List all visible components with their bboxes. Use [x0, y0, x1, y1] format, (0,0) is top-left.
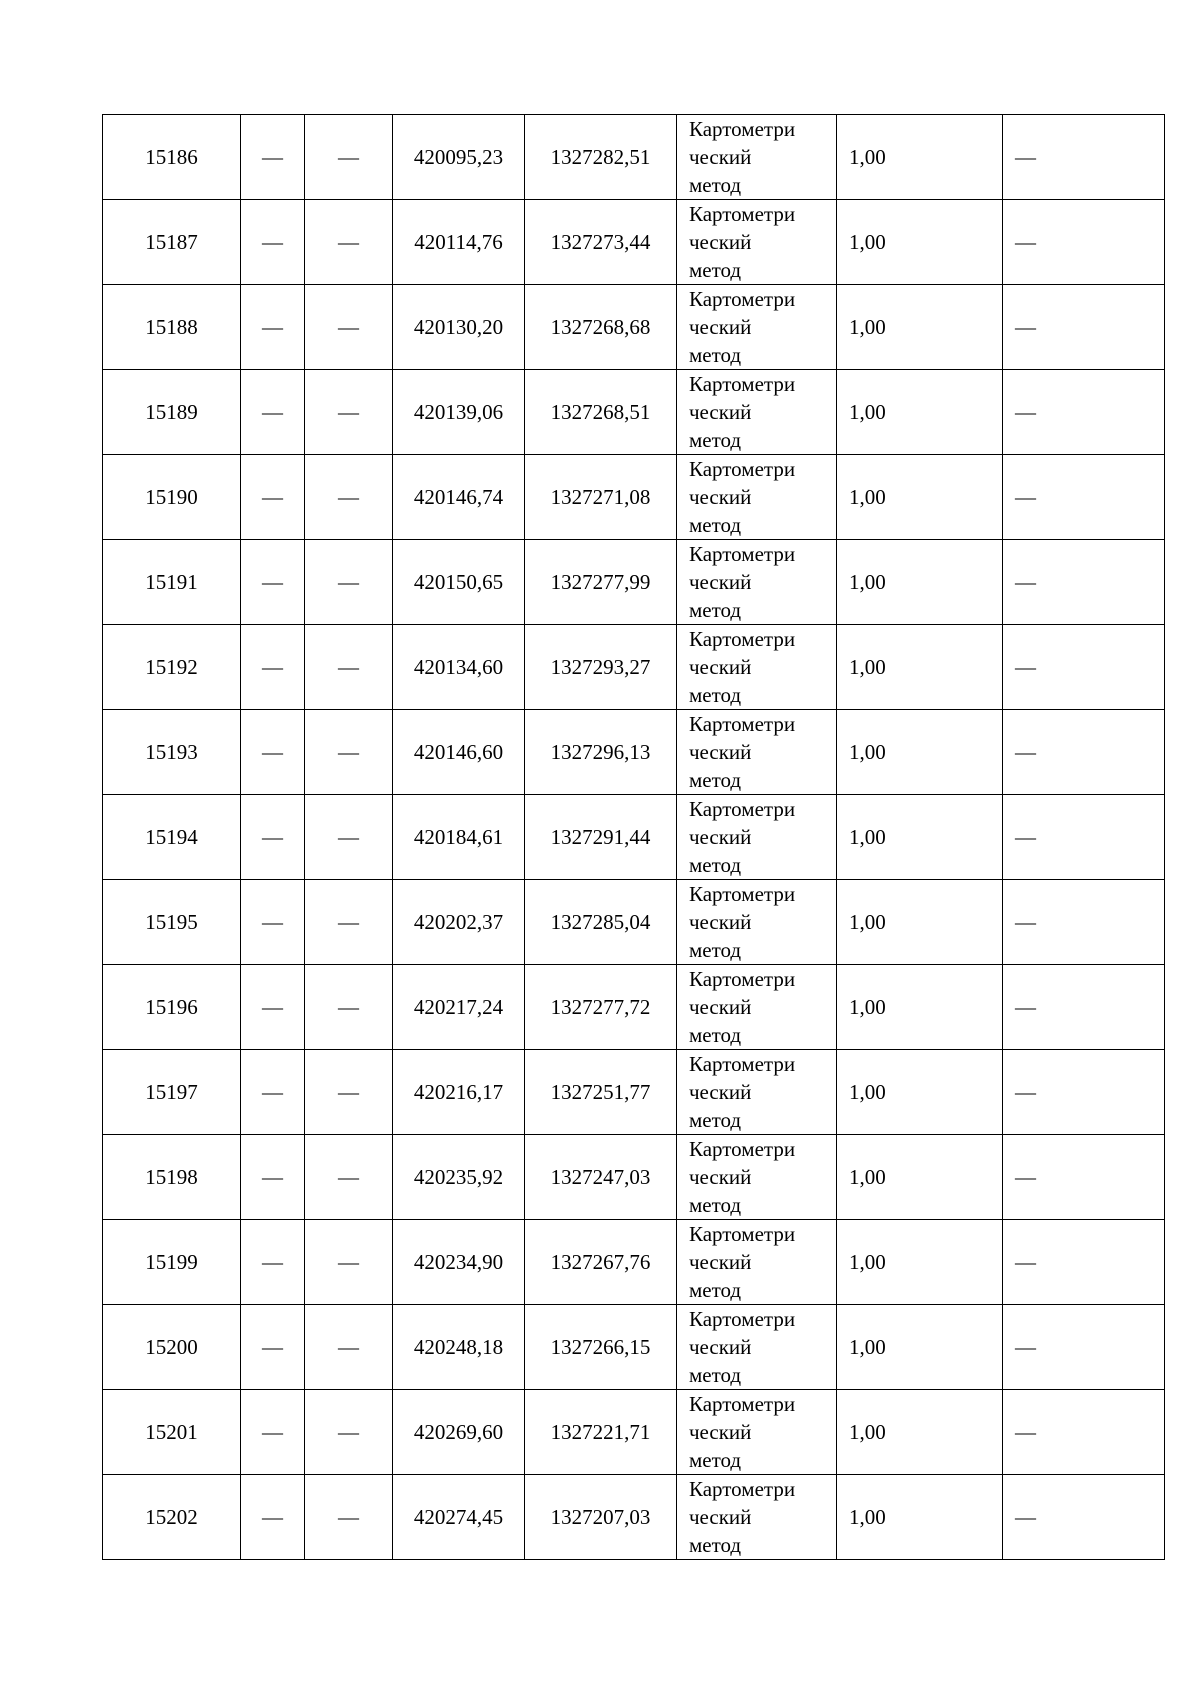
method-cell	[677, 1390, 837, 1475]
empty-dash-cell: —	[305, 1050, 393, 1135]
method-text-line: ческий	[689, 315, 752, 339]
empty-dash-cell: —	[305, 200, 393, 285]
method-text-line: метод	[689, 1193, 742, 1217]
empty-dash-cell: —	[241, 795, 305, 880]
point-number-cell: 15200	[103, 1305, 241, 1390]
empty-dash-cell: —	[1003, 1135, 1165, 1220]
empty-dash-cell: —	[241, 115, 305, 200]
y-coordinate-cell: 1327277,72	[525, 965, 677, 1050]
method-text-line: ческий	[689, 910, 752, 934]
method-text-line: метод	[689, 1448, 742, 1472]
method-text-line: Картометри	[689, 712, 796, 736]
table-row	[103, 1135, 1165, 1220]
empty-dash-cell: —	[241, 455, 305, 540]
y-coordinate-cell: 1327277,99	[525, 540, 677, 625]
method-cell	[677, 965, 837, 1050]
method-text-line: метод	[689, 343, 742, 367]
method-cell	[677, 455, 837, 540]
empty-dash-cell: —	[241, 540, 305, 625]
method-cell	[677, 200, 837, 285]
y-coordinate-cell: 1327282,51	[525, 115, 677, 200]
y-coordinate-cell: 1327271,08	[525, 455, 677, 540]
point-number-cell: 15188	[103, 285, 241, 370]
method-cell	[677, 880, 837, 965]
method-text-line: ческий	[689, 1250, 752, 1274]
y-coordinate-cell: 1327266,15	[525, 1305, 677, 1390]
table-row	[103, 1050, 1165, 1135]
method-cell	[677, 540, 837, 625]
empty-dash-cell: —	[305, 1475, 393, 1560]
method-text-line: метод	[689, 1533, 742, 1557]
point-number-cell: 15199	[103, 1220, 241, 1305]
point-number-cell: 15198	[103, 1135, 241, 1220]
method-text-line: ческий	[689, 1335, 752, 1359]
table-row	[103, 1220, 1165, 1305]
method-text-line: Картометри	[689, 287, 796, 311]
precision-cell: 1,00	[837, 710, 1003, 795]
method-text-line: Картометри	[689, 1137, 796, 1161]
empty-dash-cell: —	[1003, 540, 1165, 625]
precision-cell: 1,00	[837, 1475, 1003, 1560]
method-text-line: ческий	[689, 1165, 752, 1189]
empty-dash-cell: —	[241, 710, 305, 795]
precision-cell: 1,00	[837, 1050, 1003, 1135]
point-number-cell: 15193	[103, 710, 241, 795]
method-cell	[677, 1305, 837, 1390]
table-row	[103, 200, 1165, 285]
empty-dash-cell: —	[241, 285, 305, 370]
method-cell	[677, 1135, 837, 1220]
method-text-line: метод	[689, 1023, 742, 1047]
method-text-line: метод	[689, 853, 742, 877]
table-row	[103, 1390, 1165, 1475]
y-coordinate-cell: 1327221,71	[525, 1390, 677, 1475]
empty-dash-cell: —	[241, 1305, 305, 1390]
coordinates-table	[102, 114, 1165, 1560]
empty-dash-cell: —	[241, 965, 305, 1050]
method-cell	[677, 285, 837, 370]
empty-dash-cell: —	[305, 540, 393, 625]
empty-dash-cell: —	[305, 795, 393, 880]
empty-dash-cell: —	[241, 625, 305, 710]
empty-dash-cell: —	[1003, 625, 1165, 710]
method-text-line: Картометри	[689, 457, 796, 481]
table-row	[103, 965, 1165, 1050]
point-number-cell: 15191	[103, 540, 241, 625]
method-text-line: метод	[689, 428, 742, 452]
method-text-line: Картометри	[689, 202, 796, 226]
method-text-line: метод	[689, 768, 742, 792]
x-coordinate-cell: 420146,74	[393, 455, 525, 540]
table-row	[103, 795, 1165, 880]
method-text-line: Картометри	[689, 542, 796, 566]
y-coordinate-cell: 1327268,51	[525, 370, 677, 455]
empty-dash-cell: —	[1003, 370, 1165, 455]
method-text-line: Картометри	[689, 1222, 796, 1246]
method-text-line: ческий	[689, 485, 752, 509]
x-coordinate-cell: 420274,45	[393, 1475, 525, 1560]
empty-dash-cell: —	[305, 710, 393, 795]
table-row	[103, 115, 1165, 200]
table-row	[103, 1475, 1165, 1560]
empty-dash-cell: —	[241, 1135, 305, 1220]
method-text-line: ческий	[689, 995, 752, 1019]
x-coordinate-cell: 420235,92	[393, 1135, 525, 1220]
method-text-line: ческий	[689, 1505, 752, 1529]
empty-dash-cell: —	[241, 1475, 305, 1560]
empty-dash-cell: —	[241, 1390, 305, 1475]
point-number-cell: 15190	[103, 455, 241, 540]
method-text-line: ческий	[689, 145, 752, 169]
empty-dash-cell: —	[1003, 795, 1165, 880]
method-text-line: ческий	[689, 1080, 752, 1104]
method-text-line: Картометри	[689, 627, 796, 651]
method-cell	[677, 370, 837, 455]
point-number-cell: 15186	[103, 115, 241, 200]
method-cell	[677, 1050, 837, 1135]
y-coordinate-cell: 1327267,76	[525, 1220, 677, 1305]
method-text-line: метод	[689, 938, 742, 962]
x-coordinate-cell: 420150,65	[393, 540, 525, 625]
point-number-cell: 15195	[103, 880, 241, 965]
precision-cell: 1,00	[837, 285, 1003, 370]
method-text-line: метод	[689, 683, 742, 707]
y-coordinate-cell: 1327293,27	[525, 625, 677, 710]
precision-cell: 1,00	[837, 115, 1003, 200]
precision-cell: 1,00	[837, 200, 1003, 285]
empty-dash-cell: —	[1003, 115, 1165, 200]
method-text-line: Картометри	[689, 882, 796, 906]
point-number-cell: 15202	[103, 1475, 241, 1560]
y-coordinate-cell: 1327285,04	[525, 880, 677, 965]
empty-dash-cell: —	[305, 1305, 393, 1390]
precision-cell: 1,00	[837, 1390, 1003, 1475]
table-row	[103, 710, 1165, 795]
empty-dash-cell: —	[1003, 710, 1165, 795]
empty-dash-cell: —	[305, 285, 393, 370]
precision-cell: 1,00	[837, 1305, 1003, 1390]
empty-dash-cell: —	[241, 1050, 305, 1135]
empty-dash-cell: —	[1003, 285, 1165, 370]
x-coordinate-cell: 420217,24	[393, 965, 525, 1050]
x-coordinate-cell: 420114,76	[393, 200, 525, 285]
method-text-line: Картометри	[689, 1392, 796, 1416]
table-row	[103, 540, 1165, 625]
x-coordinate-cell: 420134,60	[393, 625, 525, 710]
y-coordinate-cell: 1327273,44	[525, 200, 677, 285]
x-coordinate-cell: 420234,90	[393, 1220, 525, 1305]
table-row	[103, 285, 1165, 370]
point-number-cell: 15192	[103, 625, 241, 710]
method-text-line: метод	[689, 1108, 742, 1132]
method-text-line: ческий	[689, 570, 752, 594]
point-number-cell: 15194	[103, 795, 241, 880]
method-text-line: метод	[689, 173, 742, 197]
method-text-line: Картометри	[689, 1052, 796, 1076]
method-cell	[677, 710, 837, 795]
coordinates-table-body	[103, 115, 1165, 1560]
empty-dash-cell: —	[305, 115, 393, 200]
method-text-line: метод	[689, 258, 742, 282]
x-coordinate-cell: 420248,18	[393, 1305, 525, 1390]
y-coordinate-cell: 1327251,77	[525, 1050, 677, 1135]
table-row	[103, 455, 1165, 540]
method-text-line: Картометри	[689, 1477, 796, 1501]
x-coordinate-cell: 420095,23	[393, 115, 525, 200]
empty-dash-cell: —	[305, 1135, 393, 1220]
method-text-line: ческий	[689, 740, 752, 764]
y-coordinate-cell: 1327291,44	[525, 795, 677, 880]
method-text-line: метод	[689, 1278, 742, 1302]
x-coordinate-cell: 420184,61	[393, 795, 525, 880]
empty-dash-cell: —	[305, 1220, 393, 1305]
point-number-cell: 15187	[103, 200, 241, 285]
empty-dash-cell: —	[305, 965, 393, 1050]
method-cell	[677, 115, 837, 200]
method-text-line: метод	[689, 513, 742, 537]
table-row	[103, 370, 1165, 455]
x-coordinate-cell: 420202,37	[393, 880, 525, 965]
y-coordinate-cell: 1327296,13	[525, 710, 677, 795]
empty-dash-cell: —	[1003, 455, 1165, 540]
table-row	[103, 625, 1165, 710]
method-cell	[677, 795, 837, 880]
empty-dash-cell: —	[241, 200, 305, 285]
precision-cell: 1,00	[837, 965, 1003, 1050]
empty-dash-cell: —	[1003, 1390, 1165, 1475]
method-text-line: Картометри	[689, 117, 796, 141]
x-coordinate-cell: 420139,06	[393, 370, 525, 455]
method-text-line: ческий	[689, 230, 752, 254]
empty-dash-cell: —	[241, 880, 305, 965]
empty-dash-cell: —	[1003, 1475, 1165, 1560]
method-text-line: метод	[689, 1363, 742, 1387]
method-text-line: ческий	[689, 825, 752, 849]
table-row	[103, 880, 1165, 965]
empty-dash-cell: —	[305, 880, 393, 965]
method-text-line: Картометри	[689, 797, 796, 821]
precision-cell: 1,00	[837, 540, 1003, 625]
precision-cell: 1,00	[837, 1220, 1003, 1305]
empty-dash-cell: —	[305, 625, 393, 710]
precision-cell: 1,00	[837, 880, 1003, 965]
empty-dash-cell: —	[1003, 1050, 1165, 1135]
empty-dash-cell: —	[241, 370, 305, 455]
precision-cell: 1,00	[837, 625, 1003, 710]
precision-cell: 1,00	[837, 1135, 1003, 1220]
empty-dash-cell: —	[1003, 880, 1165, 965]
point-number-cell: 15197	[103, 1050, 241, 1135]
empty-dash-cell: —	[305, 455, 393, 540]
method-cell	[677, 1475, 837, 1560]
method-cell	[677, 1220, 837, 1305]
method-text-line: Картометри	[689, 967, 796, 991]
empty-dash-cell: —	[1003, 1220, 1165, 1305]
method-cell	[677, 625, 837, 710]
empty-dash-cell: —	[1003, 1305, 1165, 1390]
y-coordinate-cell: 1327207,03	[525, 1475, 677, 1560]
y-coordinate-cell: 1327247,03	[525, 1135, 677, 1220]
empty-dash-cell: —	[305, 370, 393, 455]
method-text-line: ческий	[689, 400, 752, 424]
x-coordinate-cell: 420146,60	[393, 710, 525, 795]
x-coordinate-cell: 420269,60	[393, 1390, 525, 1475]
x-coordinate-cell: 420216,17	[393, 1050, 525, 1135]
empty-dash-cell: —	[1003, 200, 1165, 285]
empty-dash-cell: —	[305, 1390, 393, 1475]
point-number-cell: 15196	[103, 965, 241, 1050]
y-coordinate-cell: 1327268,68	[525, 285, 677, 370]
method-text-line: Картометри	[689, 1307, 796, 1331]
empty-dash-cell: —	[241, 1220, 305, 1305]
empty-dash-cell: —	[1003, 965, 1165, 1050]
method-text-line: Картометри	[689, 372, 796, 396]
method-text-line: ческий	[689, 655, 752, 679]
method-text-line: метод	[689, 598, 742, 622]
precision-cell: 1,00	[837, 370, 1003, 455]
precision-cell: 1,00	[837, 795, 1003, 880]
point-number-cell: 15201	[103, 1390, 241, 1475]
x-coordinate-cell: 420130,20	[393, 285, 525, 370]
table-row	[103, 1305, 1165, 1390]
method-text-line: ческий	[689, 1420, 752, 1444]
precision-cell: 1,00	[837, 455, 1003, 540]
point-number-cell: 15189	[103, 370, 241, 455]
